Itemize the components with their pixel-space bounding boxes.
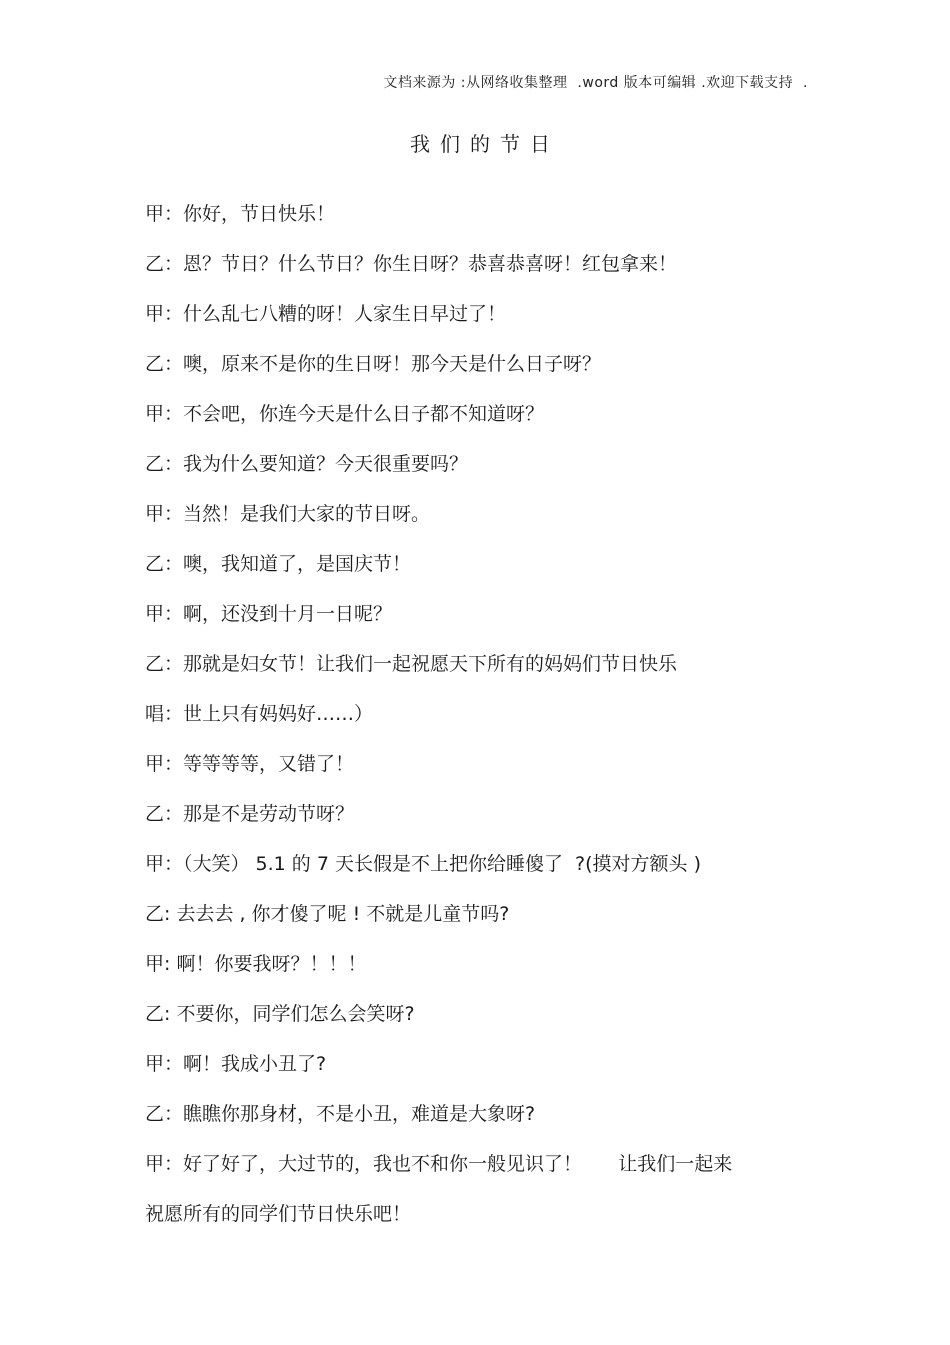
- page-title: 我们的节日: [410, 132, 560, 156]
- header-note: 文档来源为 :从网络收集整理 .word 版本可编辑 .欢迎下载支持 .: [383, 75, 808, 91]
- dialogue-line: 乙：那是不是劳动节呀？: [145, 803, 355, 825]
- dialogue-line: 甲: 啊！你要我呀？！！！: [145, 953, 367, 975]
- dialogue-line: 甲：等等等等，又错了！: [145, 753, 355, 775]
- dialogue-line: 乙：恩？节日？什么节日？你生日呀？恭喜恭喜呀！红包拿来！: [145, 253, 678, 275]
- dialogue-line: 乙：瞧瞧你那身材，不是小丑，难道是大象呀?: [145, 1103, 536, 1125]
- dialogue-line: 甲：啊，还没到十月一日呢？: [145, 603, 393, 625]
- dialogue-line: 乙：噢，我知道了，是国庆节！: [145, 553, 412, 575]
- dialogue-line: 唱：世上只有妈妈好……）: [145, 703, 374, 725]
- dialogue-line: 乙: 不要你，同学们怎么会笑呀?: [145, 1003, 415, 1025]
- dialogue-line: 甲：好了好了，大过节的，我也不和你一般见识了！ 让我们一起来: [145, 1153, 733, 1175]
- dialogue-body: [145, 198, 825, 1248]
- dialogue-line: 乙：我为什么要知道？今天很重要吗？: [145, 453, 469, 475]
- dialogue-line: 乙: 去去去 , 你才傻了呢 ! 不就是儿童节吗?: [145, 903, 510, 925]
- dialogue-line: 甲：什么乱七八糟的呀！人家生日早过了！: [145, 303, 507, 325]
- dialogue-line: 甲：不会吧，你连今天是什么日子都不知道呀？: [145, 403, 545, 425]
- dialogue-line: 乙：那就是妇女节！让我们一起祝愿天下所有的妈妈们节日快乐: [145, 653, 678, 675]
- dialogue-line: 乙：噢，原来不是你的生日呀！那今天是什么日子呀？: [145, 353, 602, 375]
- dialogue-line: 祝愿所有的同学们节日快乐吧！: [145, 1203, 412, 1225]
- dialogue-line: 甲：当然！是我们大家的节日呀。: [145, 503, 431, 525]
- dialogue-line: 甲：你好，节日快乐！: [145, 203, 336, 225]
- dialogue-line: 甲：（大笑） 5.1 的 7 天长假是不上把你给睡傻了 ?(摸对方额头 ): [145, 853, 701, 875]
- dialogue-line: 甲：啊！我成小丑了?: [145, 1053, 327, 1075]
